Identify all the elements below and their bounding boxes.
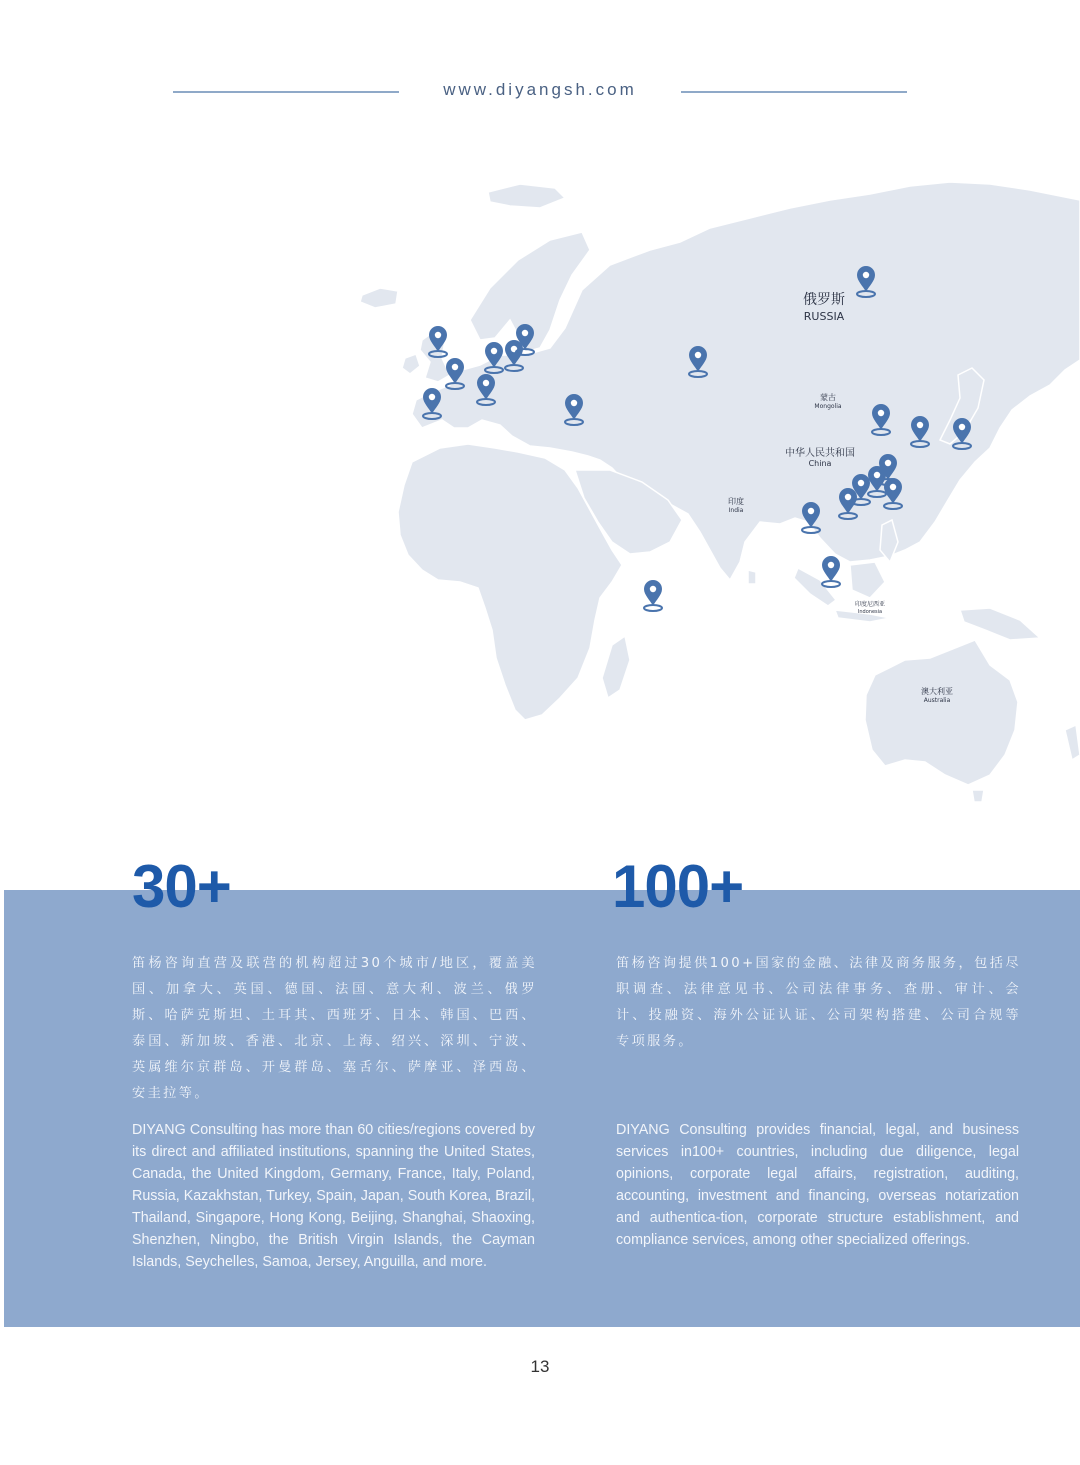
australia-label-en: Australia (923, 697, 951, 704)
mongolia-label-cn: 蒙古 (820, 393, 836, 402)
cities-description-cn: 笛杨咨询直营及联营的机构超过30个城市/地区，覆盖美国、加拿大、英国、德国、法国、意大利、波兰、俄罗斯、哈萨克斯坦、土耳其、西班牙、日本、韩国、巴西、泰国、新加坡、香港、北京、上海、绍兴、深圳、宁波、英属维尔京群岛、开曼群岛、塞舌尔、萨摩亚、泽西岛、安圭拉等。 (132, 956, 537, 1101)
australia-landmass (865, 640, 1018, 785)
services-description-en: DIYANG Consulting provides financial, legal, and business services in100+ countries, including due diligence, legal opinions, corporate legal affairs, registration, auditing, accounting, investment and financing, overseas notarization and authentica-tion, corporate structure establishment, and compliance services, among other specialized offerings. (616, 1122, 1019, 1248)
india-label-cn: 印度 (728, 497, 744, 506)
indonesia-label-cn: 印度尼西亚 (854, 601, 886, 608)
borneo-landmass (850, 562, 885, 598)
ireland-landmass (402, 354, 420, 374)
world-map (350, 170, 1080, 820)
cities-count: 30+ (132, 853, 231, 920)
iceland-landmass (360, 288, 398, 308)
header-divider-right (681, 91, 907, 93)
china-label-en: China (808, 459, 832, 468)
australia-label-cn: 澳大利亚 (921, 687, 953, 696)
mongolia-label-en: Mongolia (814, 403, 842, 410)
indonesia-label-en: Indonesia (857, 609, 883, 615)
location-pin-icon (822, 556, 840, 587)
russia-label-cn: 俄罗斯 (803, 292, 845, 308)
sri-lanka-landmass (748, 570, 756, 584)
site-url: www.diyangsh.com (443, 80, 637, 99)
page-number: 13 (530, 1357, 550, 1376)
svalbard-landmass (488, 184, 565, 208)
india-label-en: India (728, 507, 744, 514)
location-pin-icon (644, 580, 662, 611)
new-zealand-landmass (1065, 725, 1080, 760)
china-label-cn: 中华人民共和国 (785, 448, 855, 459)
russia-label-en: RUSSIA (803, 310, 845, 323)
new-guinea-landmass (960, 608, 1040, 640)
location-pin-icon (802, 502, 820, 533)
cities-description-en: DIYANG Consulting has more than 60 cities/regions covered by its direct and affiliated institutions, spanning the United States, Canada, the United Kingdom, Germany, France, Italy, Poland, Russia, Kazakhstan, Turkey, Spain, Japan, South Korea, Brazil, Thailand, Singapore, Hong Kong, Beijing, Shanghai, Shaoxing, Shenzhen, Ningbo, the British Virgin Islands, the Cayman Islands, Seychelles, Samoa, Jersey, Anguilla, and more. (132, 1122, 535, 1270)
header-divider-left (173, 91, 399, 93)
services-description-cn: 笛杨咨询提供100+国家的金融、法律及商务服务，包括尽职调查、法律意见书、公司法律事务、查册、审计、会计、投融资、海外公证认证、公司架构搭建、公司合规等专项服务。 (616, 956, 1021, 1049)
countries-count: 100+ (612, 853, 744, 920)
madagascar-landmass (602, 636, 630, 698)
world-map-svg (350, 170, 1080, 820)
tasmania-landmass (972, 790, 984, 802)
